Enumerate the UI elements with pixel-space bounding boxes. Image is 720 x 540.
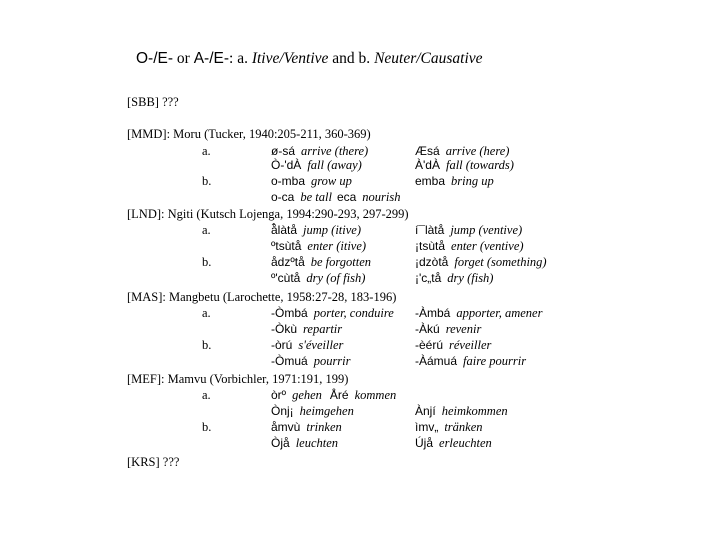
mmd-header: [MMD]: Moru (Tucker, 1940:205-211, 360-369) bbox=[127, 127, 371, 141]
mef-row3-word1: åmvù bbox=[271, 420, 301, 434]
krs-header: [KRS] ??? bbox=[127, 455, 180, 469]
mmd-a-label: a. bbox=[202, 144, 211, 158]
sbb-header: [SBB] ??? bbox=[127, 95, 179, 109]
mmd-row2-gloss1: fall (away) bbox=[307, 158, 362, 172]
mas-row1-left bbox=[271, 307, 394, 320]
mef-row4-word2: Újå bbox=[415, 436, 434, 450]
lnd-row1-left bbox=[271, 224, 361, 237]
lnd-row2-gloss1: enter (itive) bbox=[307, 239, 367, 253]
mef-row1-word1: òrº bbox=[271, 388, 287, 402]
mas-row1-gloss2: apporter, amener bbox=[456, 306, 543, 320]
lnd-row1-gloss1: jump (itive) bbox=[303, 223, 361, 237]
mas-row4-gloss1: pourrir bbox=[313, 354, 351, 368]
mas-row1-gloss1: porter, conduire bbox=[313, 306, 394, 320]
mmd-row4 bbox=[271, 191, 401, 204]
mas-row4-gloss2: faire pourrir bbox=[463, 354, 527, 368]
mmd-row1-right bbox=[415, 145, 509, 158]
mef-row1-word2: Åré bbox=[329, 388, 349, 402]
mmd-row1-left bbox=[271, 145, 368, 158]
lnd-row2-right bbox=[415, 240, 524, 253]
mef-row2-word1: Ònj¡ bbox=[271, 404, 294, 418]
mef-row2-left bbox=[271, 405, 354, 418]
mmd-row2-left bbox=[271, 159, 362, 172]
lnd-row4-left bbox=[271, 272, 365, 285]
mmd-row1-word2: Æsá bbox=[415, 144, 440, 158]
mas-row4-right bbox=[415, 355, 526, 368]
lnd-row2-left bbox=[271, 240, 366, 253]
mmd-row1-gloss1: arrive (there) bbox=[301, 144, 369, 158]
mmd-row4-gloss1: be tall bbox=[300, 190, 332, 204]
lnd-row1-gloss2: jump (ventive) bbox=[450, 223, 523, 237]
mef-row3-word2: ìmv„ bbox=[415, 420, 439, 434]
mef-row2-right bbox=[415, 405, 508, 418]
mef-row4-gloss1: leuchten bbox=[295, 436, 339, 450]
mas-row3-gloss1: s'éveiller bbox=[298, 338, 344, 352]
title-or: or bbox=[173, 50, 194, 67]
lnd-row1-word1: å̂làtå bbox=[271, 223, 298, 237]
title-prefix-o-e: O-/E- bbox=[136, 50, 174, 67]
mas-row4-left bbox=[271, 355, 351, 368]
mmd-row4-word1: o-ca bbox=[271, 190, 295, 204]
lnd-row1-right bbox=[415, 224, 522, 237]
mas-b-label: b. bbox=[202, 338, 212, 352]
title-neuter-causative: Neuter/Causative bbox=[374, 50, 483, 67]
mas-row2-gloss1: repartir bbox=[303, 322, 343, 336]
lnd-row3-left bbox=[271, 256, 371, 269]
lnd-row4-gloss1: dry (of fish) bbox=[306, 271, 366, 285]
mas-row2-right bbox=[415, 323, 481, 336]
mas-row2-gloss2: revenir bbox=[445, 322, 482, 336]
mas-row3-word2: -èérú bbox=[415, 338, 444, 352]
mmd-row1-gloss2: arrive (here) bbox=[445, 144, 510, 158]
mmd-row2-word2: À'dÀ bbox=[415, 158, 440, 172]
mas-row2-left bbox=[271, 323, 342, 336]
mmd-row2-word1: Ò-'dÀ bbox=[271, 158, 302, 172]
lnd-row4-word1: º'cùtå bbox=[271, 271, 301, 285]
lnd-b-label: b. bbox=[202, 255, 212, 269]
title-prefix-a-e: A-/E- bbox=[193, 50, 230, 67]
mas-row4-word1: -Òmuá bbox=[271, 354, 308, 368]
mas-row4-word2: -Àámuá bbox=[415, 354, 458, 368]
mmd-row4-word2: eca bbox=[336, 190, 357, 204]
mef-row3-gloss2: tränken bbox=[444, 420, 483, 434]
mef-row2-gloss1: heimgehen bbox=[299, 404, 354, 418]
lnd-row3-gloss1: be forgotten bbox=[310, 255, 372, 269]
mas-row3-right bbox=[415, 339, 491, 352]
mef-row3-right bbox=[415, 421, 483, 434]
mmd-row2-right bbox=[415, 159, 514, 172]
lnd-row3-right bbox=[415, 256, 547, 269]
slide-title bbox=[136, 50, 483, 68]
mmd-row2-gloss2: fall (towards) bbox=[445, 158, 514, 172]
mmd-row1-word1: ø-sá bbox=[271, 144, 295, 158]
mef-row4-left bbox=[271, 437, 338, 450]
mas-a-label: a. bbox=[202, 306, 211, 320]
mmd-row3-word2: emba bbox=[415, 174, 446, 188]
mef-a-label: a. bbox=[202, 388, 211, 402]
lnd-header: [LND]: Ngiti (Kutsch Lojenga, 1994:290-293, 297-299) bbox=[127, 207, 409, 221]
mmd-b-label: b. bbox=[202, 174, 212, 188]
lnd-row4-right bbox=[415, 272, 493, 285]
mmd-row3-right bbox=[415, 175, 494, 188]
mef-row2-gloss2: heimkommen bbox=[441, 404, 508, 418]
title-itive-ventive: Itive/Ventive bbox=[251, 50, 329, 67]
lnd-row2-gloss2: enter (ventive) bbox=[451, 239, 524, 253]
mas-row2-word1: -Òkù bbox=[271, 322, 298, 336]
mas-row1-word1: -Òmbá bbox=[271, 306, 308, 320]
mas-row3-gloss2: réveiller bbox=[449, 338, 492, 352]
mef-row2-word2: Ànjí bbox=[415, 404, 436, 418]
mmd-row3-left bbox=[271, 175, 352, 188]
mas-row3-word1: -òrú bbox=[271, 338, 293, 352]
mef-header: [MEF]: Mamvu (Vorbichler, 1971:191, 199) bbox=[127, 372, 349, 386]
mmd-row3-gloss2: bring up bbox=[451, 174, 494, 188]
lnd-row3-word2: ¡dzòtå bbox=[415, 255, 449, 269]
mas-header: [MAS]: Mangbetu (Larochette, 1958:27-28, 183-196) bbox=[127, 290, 397, 304]
lnd-row4-gloss2: dry (fish) bbox=[447, 271, 494, 285]
title-a-label: : a. bbox=[229, 50, 252, 67]
lnd-row3-gloss2: forget (something) bbox=[454, 255, 547, 269]
mas-row1-word2: -Àmbá bbox=[415, 306, 451, 320]
lnd-row1-word2: í¯làtå bbox=[415, 223, 445, 237]
mef-row3-left bbox=[271, 421, 342, 434]
mef-row4-gloss2: erleuchten bbox=[439, 436, 492, 450]
mas-row3-left bbox=[271, 339, 343, 352]
mef-row1 bbox=[271, 389, 396, 402]
mas-row2-word2: -Àkú bbox=[415, 322, 440, 336]
mef-row3-gloss1: trinken bbox=[306, 420, 342, 434]
mas-row1-right bbox=[415, 307, 542, 320]
mef-row4-word1: Òjå bbox=[271, 436, 290, 450]
lnd-a-label: a. bbox=[202, 223, 211, 237]
mmd-row4-gloss2: nourish bbox=[362, 190, 401, 204]
mmd-row3-word1: o-mba bbox=[271, 174, 306, 188]
mef-row1-gloss1: gehen bbox=[292, 388, 322, 402]
lnd-row4-word2: ¡'c„tå bbox=[415, 271, 442, 285]
lnd-row2-word2: ¡tsùtå bbox=[415, 239, 446, 253]
title-and-b: and b. bbox=[328, 50, 375, 67]
lnd-row2-word1: ºtsùtå bbox=[271, 239, 302, 253]
lnd-row3-word1: ådzºtå bbox=[271, 255, 305, 269]
mef-row1-gloss2: kommen bbox=[354, 388, 397, 402]
mef-b-label: b. bbox=[202, 420, 212, 434]
mef-row4-right bbox=[415, 437, 492, 450]
mmd-row3-gloss1: grow up bbox=[311, 174, 352, 188]
